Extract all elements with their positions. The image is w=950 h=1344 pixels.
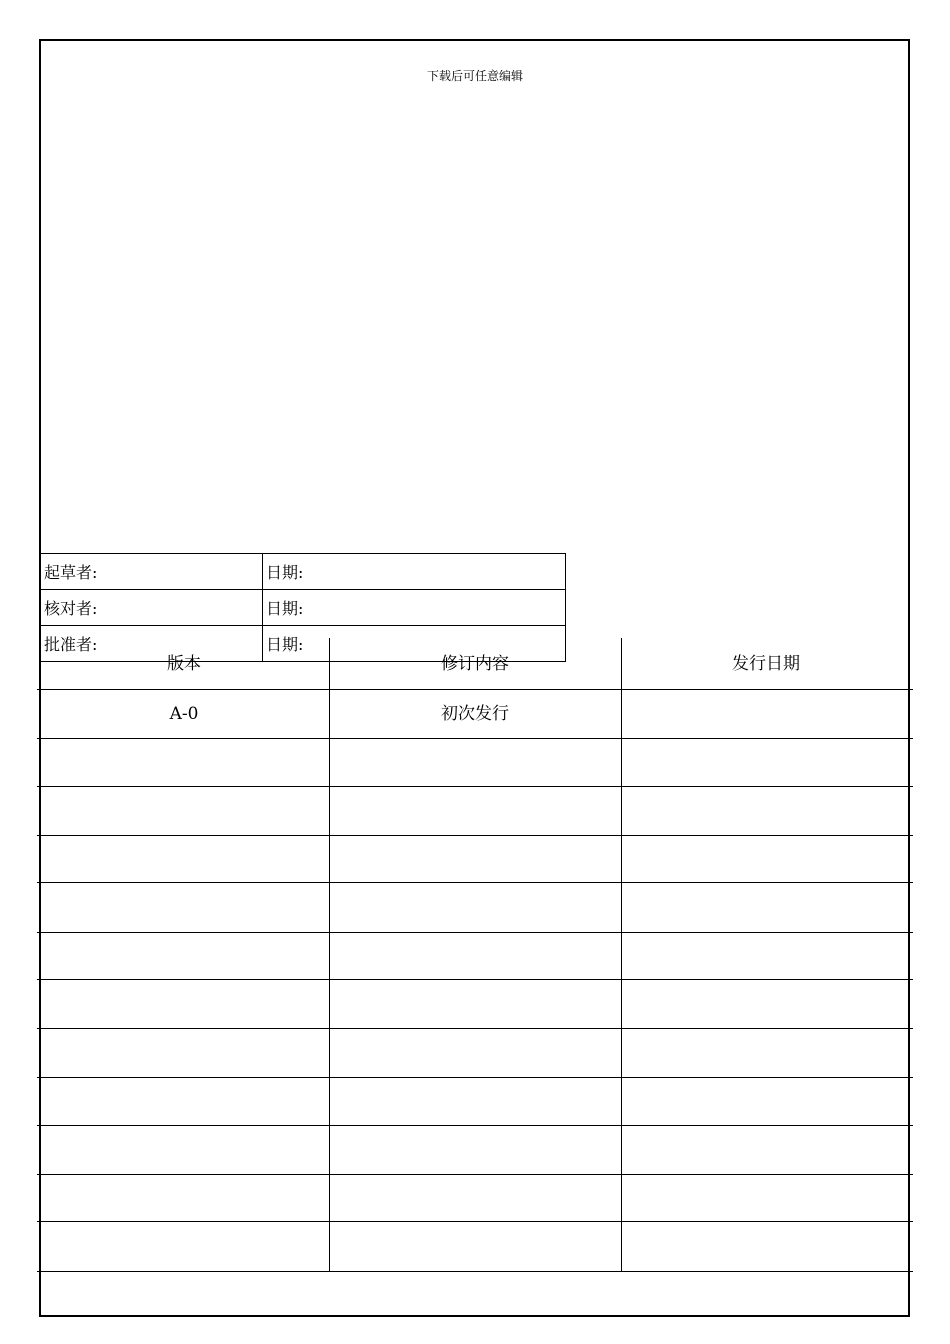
cell-revision-content: 初次发行	[441, 704, 509, 724]
revision-row-line	[37, 786, 913, 787]
revision-row-line	[37, 1174, 913, 1175]
revision-row-line	[37, 1125, 913, 1126]
revision-row-line	[37, 1028, 913, 1029]
signature-row-drafter	[41, 554, 566, 590]
header-release-date: 发行日期	[732, 654, 800, 674]
revision-row-line	[37, 882, 913, 883]
drafter-date-label: 日期:	[263, 554, 566, 590]
checker-label: 核对者:	[41, 590, 263, 626]
checker-date-label: 日期:	[263, 590, 566, 626]
revision-row-line	[37, 979, 913, 980]
revision-row-line	[37, 835, 913, 836]
revision-row-line	[37, 689, 913, 690]
revision-column-divider	[621, 638, 622, 1271]
drafter-label: 起草者:	[41, 554, 263, 590]
approver-date-label: 日期:	[263, 626, 566, 662]
header-version: 版本	[167, 654, 201, 674]
revision-row-line	[37, 1271, 913, 1272]
revision-row-line	[37, 1221, 913, 1222]
signature-table	[40, 553, 566, 662]
revision-row-line	[37, 1077, 913, 1078]
revision-column-divider	[329, 638, 330, 1271]
approver-label: 批准者:	[41, 626, 263, 662]
revision-row-line	[37, 738, 913, 739]
header-note: 下载后可任意编辑	[426, 69, 523, 83]
revision-row-line	[37, 932, 913, 933]
cell-version: A-0	[169, 704, 199, 724]
signature-row-checker	[41, 590, 566, 626]
header-revision-content: 修订内容	[441, 654, 509, 674]
